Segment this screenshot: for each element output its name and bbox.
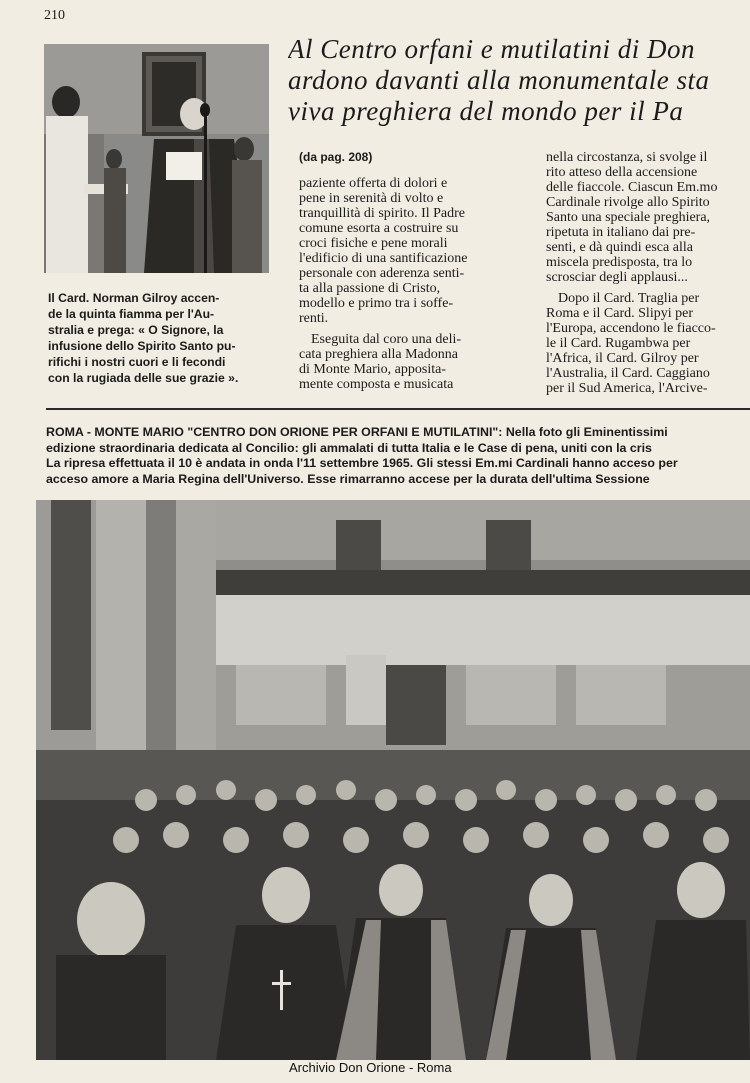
caption-line: edizione straordinaria dedicata al Concilio: gli ammalati di tutta Italia e le Case di pena, uniti con la cris (46, 440, 652, 455)
main-photo-caption (46, 425, 750, 487)
text-line: le il Card. Rugambwa per (546, 336, 691, 351)
cardinal-photo-drawing (44, 44, 269, 273)
article-column-right (546, 150, 750, 396)
photo-caption (48, 290, 262, 386)
archive-watermark: Archivio Don Orione - Roma (289, 1060, 452, 1075)
text-line: modello e primo tra i soffe- (299, 296, 454, 311)
text-line: miscela predisposta, tra lo (546, 255, 693, 270)
caption-line: infusione dello Spirito Santo pu- (48, 339, 236, 353)
assembly-hall-photo (36, 500, 750, 1060)
text-line: delle fiaccole. Ciascun Em.mo (546, 180, 718, 195)
headline (288, 34, 750, 127)
caption-line: rifichi i nostri cuori e li fecondi (48, 355, 226, 369)
text-line: cata preghiera alla Madonna (299, 347, 458, 362)
caption-line: de la quinta fiamma per l'Au- (48, 307, 215, 321)
text-line: personale con aderenza senti- (299, 266, 465, 281)
text-line: tranquillità di spirito. Il Padre (299, 206, 466, 221)
text-line: l'Africa, il Card. Gilroy per (546, 351, 699, 366)
headline-line: viva preghiera del mondo per il Pa (288, 96, 684, 126)
cardinal-photo (44, 44, 269, 273)
text-line: l'Europa, accendono le fiacco- (546, 321, 716, 336)
caption-line: ROMA - MONTE MARIO "CENTRO DON ORIONE PER ORFANI E MUTILATINI": Nella foto gli Eminentissimi (46, 425, 668, 439)
caption-line: La ripresa effettuata il 10 è andata in onda l'11 settembre 1965. Gli stessi Em.mi Cardinali hanno acceso per (46, 456, 678, 471)
text-line: Dopo il Card. Traglia per (558, 291, 700, 306)
text-line: senti, e dà quindi esca alla (546, 240, 693, 255)
text-line: ta alla passione di Cristo, (299, 281, 441, 296)
text-line: per il Sud America, l'Arcive- (546, 381, 708, 396)
headline-line: Al Centro orfani e mutilatini di Don (288, 34, 695, 64)
text-line: pene in serenità di volto e (299, 191, 444, 206)
assembly-hall-drawing (36, 500, 750, 1060)
page-reference: (da pag. 208) (299, 150, 373, 164)
text-line: ripetuta in italiano dai pre- (546, 225, 696, 240)
text-line: l'edificio di una santificazione (299, 251, 468, 266)
caption-line: stralia e prega: « O Signore, la (48, 323, 224, 337)
text-line: Santo una speciale preghiera, (546, 210, 711, 225)
caption-line: acceso amore a Maria Regina dell'Universo. Esse rimarranno accese per la durata dell'ultima Sessione (46, 471, 650, 486)
text-line: paziente offerta di dolori e (299, 176, 448, 191)
text-line: mente composta e musicata (299, 377, 454, 392)
text-line: Cardinale rivolge allo Spirito (546, 195, 710, 210)
text-line: croci fisiche e pene morali (299, 236, 448, 251)
caption-line: con la rugiada delle sue grazie ». (48, 371, 239, 385)
text-line: rito atteso della accensione (546, 165, 698, 180)
page-number: 210 (44, 8, 65, 23)
article-column-middle (299, 176, 537, 392)
text-line: nella circostanza, si svolge il (546, 150, 708, 165)
caption-line: Il Card. Norman Gilroy accen- (48, 291, 220, 305)
section-divider (46, 408, 750, 410)
text-line: l'Australia, il Card. Caggiano (546, 366, 710, 381)
text-line: di Monte Mario, apposita- (299, 362, 446, 377)
text-line: scrosciar degli applausi... (546, 270, 688, 285)
text-line: comune esorta a costruire su (299, 221, 459, 236)
headline-line: ardono davanti alla monumentale sta (288, 65, 710, 95)
text-line: Roma e il Card. Slipyi per (546, 306, 693, 321)
text-line: renti. (299, 311, 329, 326)
text-line: Eseguita dal coro una deli- (311, 332, 462, 347)
